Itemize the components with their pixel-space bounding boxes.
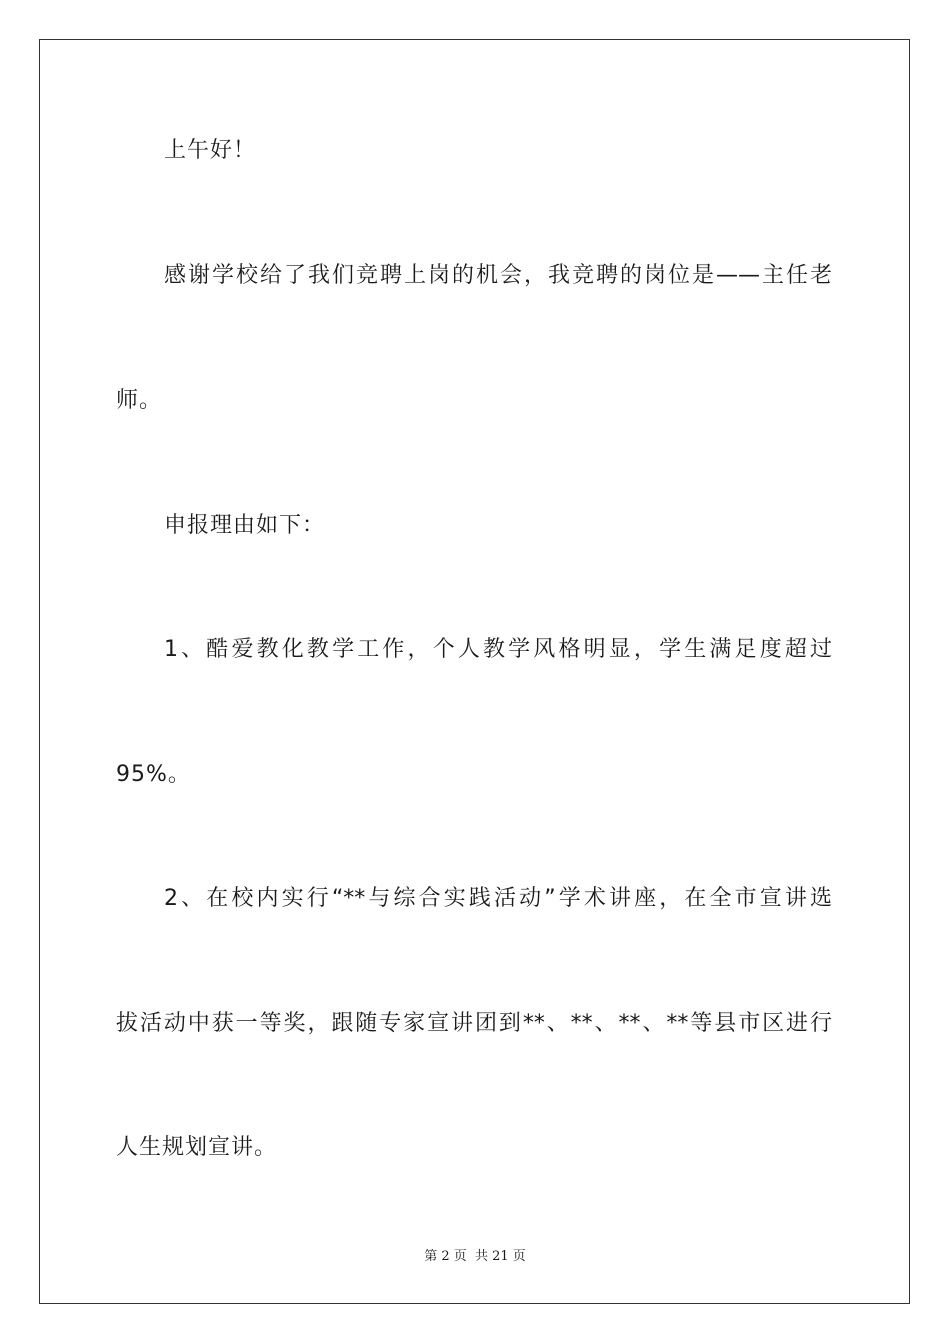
paragraph-thanks-line-1: 感谢学校给了我们竞聘上岗的机会，我竞聘的岗位是——主任老 xyxy=(164,263,832,288)
paragraph-thanks-line-2: 师。 xyxy=(116,388,163,413)
greeting-line: 上午好！ xyxy=(164,138,257,163)
reason-1-line-2: 95%。 xyxy=(116,762,191,787)
reason-2-line-3: 人生规划宣讲。 xyxy=(116,1135,278,1160)
reasons-heading: 申报理由如下： xyxy=(164,513,326,538)
page-frame xyxy=(39,39,910,1304)
reason-2-line-1: 2、在校内实行“**与综合实践活动”学术讲座，在全市宣讲选 xyxy=(164,886,832,911)
page-number-footer: 第 2 页 共 21 页 xyxy=(424,1249,526,1264)
reason-1-line-1: 1、酷爱教化教学工作，个人教学风格明显，学生满足度超过 xyxy=(164,637,832,662)
reason-2-line-2: 拔活动中获一等奖，跟随专家宣讲团到**、**、**、**等县市区进行 xyxy=(116,1011,832,1036)
